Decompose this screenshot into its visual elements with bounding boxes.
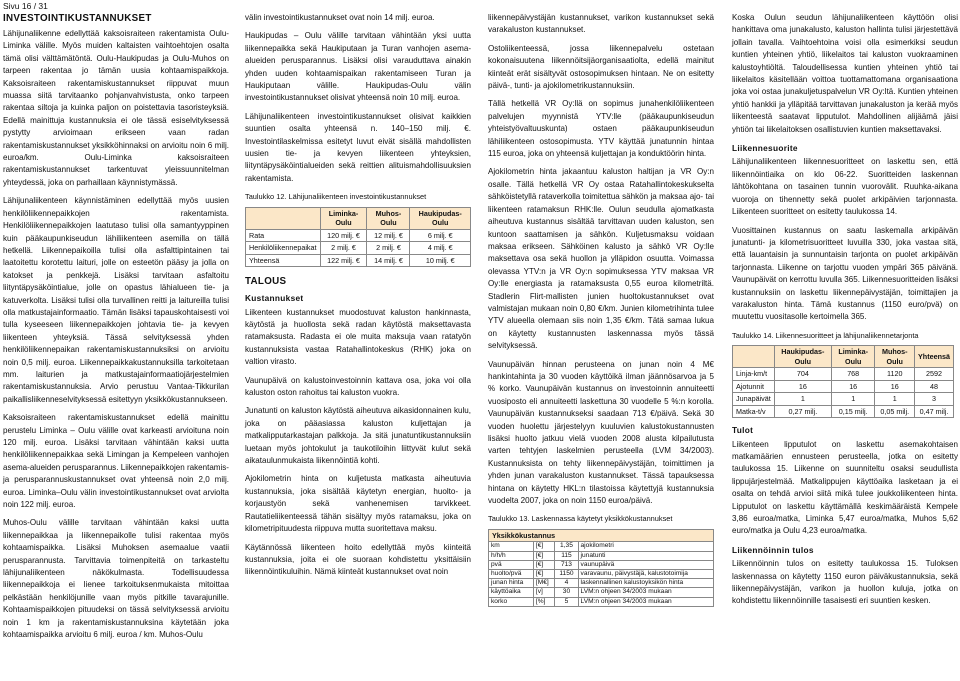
- table-row: [733, 393, 954, 406]
- paragraph: Lähijunaliikenteen liikennesuoritteet on laskettu sen, että liikennöintiaika on klo 06-22. Suoritteiden laskennan lähtökohtana on tasainen tunnin vuorovälit. Ruuhka-aikana vuoroja on tihennetty sekä puolet arkipäivien tarjonnasta. Liikenteen suoritteet on esitetty taulukossa 14.: [732, 157, 958, 217]
- table-cell: 10 milj. €: [410, 254, 471, 267]
- table-header-row: [246, 207, 471, 229]
- table-row: [733, 380, 954, 393]
- table-cell: Henkilöliikennepaikat: [246, 242, 321, 255]
- table-cell: 768: [831, 368, 875, 381]
- table-cell: 16: [875, 380, 915, 393]
- table-cell: 0,05 milj.: [875, 405, 915, 418]
- table-cell: 3: [915, 393, 954, 406]
- paragraph: välin investointikustannukset ovat noin 14 milj. euroa.: [245, 13, 435, 22]
- table-cell: 5: [555, 597, 578, 606]
- table-cell: 16: [831, 380, 875, 393]
- unit-cost-table: [488, 529, 714, 607]
- table-cell: 0,47 milj.: [915, 405, 954, 418]
- section-title: INVESTOINTIKUSTANNUKSET: [3, 13, 152, 24]
- table-cell: 0,15 milj.: [831, 405, 875, 418]
- table-header-cell: Liminka-Oulu: [831, 346, 875, 368]
- paragraph: Ajokilometrin hinta jakaantuu kaluston haltijan ja VR Oy:n osalle. Tällä hetkellä VR Oy ostaa Ratahallintokeskukselta sähköistetyllä rataverkolla toimitettua sähkön ja maksaa ajo- tai liikenteen ratamaksun RHK:lle. Oulun seudulla ajomatkasta aiheutuva kustannus sisältää tarvittavan uuden kaluston, sen kuntoon saattamisen ja sähkön. Kuljetusmaksu voidaan maksaa erikseen. Sähköinen kalusto ja sähkö VR Oy:lle maksettava osa sekä huollon ja ylläpidon osuutta. Voimassa olevassa YTV:n ja VR Oy:n sopimuksessa YTV maksaa VR Oy:lle energiasta ja ratamaksusta 0,55 euroa kilometriltä. Stadlerin Flirt-mallisten junien huoltokustannukset ovat valmistajan mukaan noin 0,80 €/km. Junien kilometrihinta tulee YTV alueella olemaan siis noin 1,35 €/km. Tätä samaa lukua on käytetty kustannusten laskennassa myös tässä selvityksessä.: [488, 167, 714, 351]
- paragraph: Lähijunaliikenteen käynnistäminen edellyttää myös uusien henkilöliikennepaikkojen rakentamista. Henkilöliikennepaikkojen laatutaso tulisi olla samantyyppinen kuin pääkaupunkiseudun lähiliikenteen asemilla on tällä hetkellä. Liikennepaikoilla tulisi olla asfalttipintainen tai laatoitettu korotettu laituri, jolle on esteetön pääsy ja jolla on katokset ja penkkejä. Lisäksi tarvitaan asfaltoitu liityntäpysäköintialue, jolle on opastus lähialueen tie- ja katuverkolta. Lisäksi tulisi olla turvallinen reitti ja laitureilla tulisi olla matkustajainformaatio. Tämän lisäksi tapauskohtaisesti voi tulla kyseeseen liikennepaikkojen johtavia tie- ja kevyen liikenteen yhteyksiä. Tässä selvityksessä yhden henkilöliikennepaikan rakentamiskustannuksiksi on arvioitu noin 0,5 milj. euroa. Liikennepaikkakustannuksilla tarkoitetaan mm. laiturien ja matkustajainformaatiojärjestelmien rakentamiskustannuksia. Arvio perustuu Vantaa-Tikkurilan paikallisliikenneselvityksessä esitettyyn yksikkökustannukseen.: [3, 196, 229, 404]
- table-header-row: [733, 346, 954, 368]
- table-cell: [€]: [533, 560, 554, 569]
- paragraph: Haukipudas – Oulu välille tarvitaan vähintään yksi uutta liikennepaikka sekä Haukiputaan ja Turan vanhojen asema-alueiden perusparannus. Lisäksi olisi varauduttava ainakin yhden uuden kohtaamispaikan rakentamiseen Turan ja Haukiputaan välille. Haukipudas-Oulu välin investointikustannukset olisivat yhteensä noin 10 milj. euroa.: [245, 31, 471, 103]
- paragraph: Liikenteen lipputulot on laskettu asemakohtaisen matkamäärien ennusteen perusteella, jotka on esitetty taulukossa 15. Liikenne on suunniteltu osaksi seudullista lippujärjestelmää. Matkalippujen käyttöaika lasketaan ja ei osalta on tehdä arvioi siitä mikä tulee joukkoliikenteen hinta. Lipputulot on laskettu käyttämällä keskimääräistä Kempele 3,86 euroa/matka, Liminka 5,47 euroa/matka, Muhos 5,62 euro/matka ja Oulu 4,23 euroa/matka.: [732, 439, 958, 536]
- table-header-cell: Haukipudas-Oulu: [774, 346, 831, 368]
- table-cell: Matka-t/v: [733, 405, 775, 418]
- subsection-title: Liikennöinnin tulos: [732, 544, 814, 555]
- paragraph: Tällä hetkellä VR Oy:llä on sopimus junahenkilöliikenteen palvelujen myynnistä YTV:lle (pääkaupunkiseudun yhteistyövaltuuskunta) ostaen pääkaupunkiseudun lähiliikenteen ostosopimusta. YTV käyttää junatunnin hintaa 115 euroa, joka on yhteensä kuljettajan ja konduktöörin hinta.: [488, 99, 714, 159]
- paragraph: Liikennöinnin tulos on esitetty taulukossa 15. Tuloksen laskennassa on käytetty 1150 euron päiväkustannuksia, sekä liikennepäivystäjän, varikon ja huollon kuluja, jotka on kohdistettu liikennöinnille tasaisesti eri suuntien kesken.: [732, 559, 958, 606]
- table-cell: korko: [489, 597, 534, 606]
- table-cell: junan hinta: [489, 579, 534, 588]
- table-row: [489, 551, 714, 560]
- paragraph: Lähijunaliikenteen investointikustannukset olisivat kaikkien suuntien osalta yhteensä n. 140–150 milj. €. Investointilaskelmissa esitetyt luvut eivät sisällä mahdollisten uusien tie- ja kevyen liikenteen yhteyksien, liityntäpysäköintialueiden sekä reittien alituismahdollisuuksien rakentamista.: [245, 111, 471, 183]
- table-cell: 1120: [875, 368, 915, 381]
- table-cell: 713: [555, 560, 578, 569]
- column-3: [488, 12, 714, 613]
- table-cell: Yhteensä: [246, 254, 321, 267]
- paragraph: Käytännössä liikenteen hoito edellyttää myös kiinteitä kustannuksia, joita ei ole suoraan kohdistettu yksittäisiin liikennöintikuluihin. Nämä kiinteät kustannukset ovat noin: [245, 542, 471, 577]
- table-cell: 30: [555, 588, 578, 597]
- paragraph: liikennepäivystäjän kustannukset, varikon kustannukset sekä varakaluston kustannukset.: [488, 13, 714, 35]
- table-header-cell: Haukipudas-Oulu: [410, 207, 471, 229]
- table-cell: 2592: [915, 368, 954, 381]
- table-cell: LVM:n ohjeen 34/2003 mukaan: [578, 588, 713, 597]
- table-cell: pvä: [489, 560, 534, 569]
- paragraph: Vuosittainen kustannus on saatu laskemalla arkipäivän junatunti- ja kilometrisuoritteet luvuilla 330, joka vastaa sitä, että lauantaisin ja sunnuntaisin tarjonta on puolet arkipäivän tarjonnasta. Liikenne on tarjottu vuoden ympäri 365 päivänä. Vaunupäivät on kerrottu luvulla 365. Liikennesuoritteiden lisäksi kustannuksiin on laskettu liikennepäivystäjän, toimittajien ja varakaluston hinta. Tämä kustannus (1150 euro/pvä) on muutettu vuositasolle kertoimella 365.: [732, 225, 958, 322]
- traffic-table: [732, 345, 954, 418]
- table-cell: huolto/pvä: [489, 569, 534, 578]
- subsection-title: Kustannukset: [245, 293, 304, 304]
- table-cell: 1: [774, 393, 831, 406]
- table-cell: [€]: [533, 542, 554, 551]
- table-cell: 6 milj. €: [410, 229, 471, 242]
- table-cell: [M€]: [533, 579, 554, 588]
- table-row: [489, 560, 714, 569]
- table-header-row: [489, 529, 714, 542]
- section-title: TALOUS: [245, 276, 287, 288]
- paragraph: Vaunupäivä on kalustoinvestoinnin kattava osa, joka voi olla kaluston oston rahoitus tai kaluston vuokra.: [245, 375, 471, 398]
- paragraph: Kaksoisraiteen rakentamiskustannukset edellä mainittu perustelu Liminka – Oulu välille ovat karkeasti arvioituna noin 120 milj. euroa. Lisäksi tarvitaan vähintään kaksi uutta henkilöliikennepaikkaa sekä Limingan ja Kempeleen vanhojen asema-alueiden perusparannus. Liikennepaikkojen rakentamis- ja perusparannuskustannukset ovat yhteensä noin 2,0 milj. euroa. Liminka–Oulu välin investointikustannukset ovat arviolta noin 122 milj. euroa.: [3, 413, 229, 510]
- paragraph: Vaunupäivän hinnan perusteena on junan noin 4 M€ hankintahinta ja 30 vuoden käyttöikä ilman jäännösarvoa ja 5 % korko. Vaunupäivän kustannus on investoinnin annuiteetti vuosiposto eli annuiteetti laskettuna 30 vuodelle 5 %:n korolla. Vaunupäivän kustannukseksi saadaan 713 €/päivä. Sekä 30 vuoden huolettu järjestelyyn kuuluvien kalustokustannusten lisäksi huolto jatkuu vielä vuoden 2008 alusta kilpailutusta varten tehtyjen laskelmien perusteella (LVM 34/2003). Kustannuksista on tehty liikennepäivystäjän, toimittimen ja yhden junan varakaluston kustannukset. Tässä tapauksessa hintana on käytetty HKL:n tilastoissa käytettyjä kustannuksia vuodelta 2007, joka on noin 1150 euroa/päivä.: [488, 359, 714, 506]
- table-caption: Taulukko 13. Laskennassa käytetyt yksikkökustannukset: [488, 514, 673, 524]
- table-cell: 120 milj. €: [320, 229, 367, 242]
- table-header-cell: [733, 346, 775, 368]
- table-cell: LVM:n ohjeen 34/2003 mukaan: [578, 597, 713, 606]
- paragraph: Lähijunaliikenne edellyttää kaksoisraiteen rakentamista Oulu-Liminka välille. Myös muiden kaltaisten vaihtoehtojen osalta tämä olisi välttämätöntä. Oulu-Haukipudas ja Oulu-Muhos on tarpeen rakentaa jo tämän uusia kohtaamispaikkoja. Kaksoisraiteen rakentamiskustannukset riippuvat muun muassa siitä tarvitaanko pohjanvahvistusta, onko tarpeen rakentaa siltoja ja kuinka paljon on poistettavia tasoristeyksiä. Edellä mainittuja kustannuksia ei ole tässä esiselvityksessä pystytty arvioimaan erikseen vaan radan rakentamiskustannukset yksikköhinnaksi on arvioitu noin 6 milj. euroa/km. Oulu-Liminka kaksoisraiteen rakentamiskustannukset tarkentuvat yleissuunnitelman yhteydessä, joka on parhaillaan käynnistymässä.: [3, 29, 229, 187]
- table-cell: ajokilometri: [578, 542, 713, 551]
- table-header-cell: Muhos-Oulu: [367, 207, 410, 229]
- table-caption: Taulukko 12. Lähijunaliikenteen investointikustannukset: [245, 192, 427, 202]
- table-cell: 1150: [555, 569, 578, 578]
- table-cell: varavaunu, päivystäjä, kalustotoimija: [578, 569, 713, 578]
- table-header-cell: Yksikkökustannus: [489, 529, 714, 542]
- table-row: [489, 542, 714, 551]
- table-cell: 122 milj. €: [320, 254, 367, 267]
- column-1: [3, 12, 229, 648]
- table-cell: Ajotunnit: [733, 380, 775, 393]
- table-header-cell: Liminka-Oulu: [320, 207, 367, 229]
- table-cell: laskennallinen kalustoyksikön hinta: [578, 579, 713, 588]
- table-cell: 115: [555, 551, 578, 560]
- table-caption: Taulukko 14. Liikennesuoritteet ja lähijunaliikennetarjonta: [732, 330, 919, 340]
- table-cell: [€]: [533, 551, 554, 560]
- table-cell: [v]: [533, 588, 554, 597]
- table-cell: 1: [875, 393, 915, 406]
- table-row: [246, 254, 471, 267]
- table-cell: 4 milj. €: [410, 242, 471, 255]
- table-cell: 16: [774, 380, 831, 393]
- paragraph: Ajokilometrin hinta on kuljetusta matkasta aiheutuvia kustannuksia, joka sisältää käytetyn energian, huolto- ja korjaustyön sekä vanhenemisen tarvikkeet. Rautatieliikenteessä tähän sisältyy myös ratamaksu, joka on kilometripituudesta riippuva mutta suoritettava maksu.: [245, 474, 471, 534]
- table-cell: 704: [774, 368, 831, 381]
- table-row: [733, 368, 954, 381]
- table-header-cell: Muhos-Oulu: [875, 346, 915, 368]
- table-cell: Junapäivät: [733, 393, 775, 406]
- table-cell: [%]: [533, 597, 554, 606]
- table-cell: 14 milj. €: [367, 254, 410, 267]
- column-2: [245, 12, 471, 585]
- table-cell: 12 milj. €: [367, 229, 410, 242]
- table-row: [489, 569, 714, 578]
- paragraph: Muhos-Oulu välille tarvitaan vähintään kaksi uutta liikennepaikkaa ja liikennepaikolle tulisi rakentaa myös kohtaamispaikka. Lisäksi Muhoksen asemaalue vaatii perusparannusta. Tarvittavia toimenpiteitä on tarkasteltu lähijunaliikenteen näkökulmasta. Todellisuudessa liikennepaikkoja ei lienee tarkoituksenmukaista mitoittaa pelkästään henkilöjunille vaan myös pitkille tavarajunille. Kohtaamispaikkojen pituudeksi on tässä selvityksessä arvioitu noin 1 km ja rakentamiskustannuksina käytetään joka kohtaamispaikka arvioitu 6 milj. euroa / km. Muhos-Oulu: [3, 518, 229, 640]
- paragraph: Liikenteen kustannukset muodostuvat kaluston hankinnasta, käytöstä ja huollosta sekä radan käytöstä maksettavasta ratamaksusta. Radasta ei ole muita maksuja vaan ratatyön kustannuksista vastaa Ratahallintokeskus (RHK) joka on valtion virasto.: [245, 307, 471, 367]
- table-cell: h/h/h: [489, 551, 534, 560]
- table-cell: 48: [915, 380, 954, 393]
- table-row: [489, 597, 714, 606]
- table-cell: 4: [555, 579, 578, 588]
- paragraph: Koska Oulun seudun lähijunaliikenteen käyttöön olisi hankittava oma junakalusto, kaluston hallinta tulisi järjestettävä jollain tavalla. Vaihtoehtoina voisi olla esimerkiksi seudun kuntien yhteinen yhtiö, liikelaitos tai kaluston vuokraaminen kalustoyhtiöltä. Taloudellisessa kuntien yhteinen yhtiö tai liikelaitos käsitellään voittoa tuottamattomana organisaationa joka voi ostaa junakuljetuspalvelun VR Oy:ltä. Kuntien yhteinen yhtiö hankkii ja ylläpitää tarvittavan junakaluston ja kerää myös liikenteestä saatavat lipputulot. Mahdollinen alijäämä jäisi yhtiön tai liikelaitoksen osallistuvien kuntien maksettavaksi.: [732, 13, 958, 134]
- subsection-title: Liikennesuorite: [732, 143, 798, 154]
- paragraph: Junatunti on kaluston käytöstä aiheutuva aikasidonnainen kulu, joka on pääasiassa kaluston kuljettajan ja matkalipputarkastajan palkkoja. Ja sitä junatuntikustannuksiin luetaan myös johtokulut ja taukotiloihin liittyvät kulut sekä aikataulunmukaista liikennöintiä kohti.: [245, 406, 471, 466]
- table-cell: 1: [831, 393, 875, 406]
- investment-table: [245, 207, 471, 268]
- table-cell: Rata: [246, 229, 321, 242]
- column-4: [732, 12, 958, 614]
- table-cell: km: [489, 542, 534, 551]
- paragraph: Ostoliikenteessä, jossa liikennepalvelu ostetaan kokonaisuutena liikennöitsijäorganisaatiolta, edellä mainitut kiinteät erät sisältyvät ostosopimuksen hintaan. Ne on esitetty päivä-, tunti- ja ajokilometrikustannuksiin.: [488, 43, 714, 91]
- table-header-cell: Yhteensä: [915, 346, 954, 368]
- page-header: Sivu 16 / 31: [3, 1, 48, 11]
- table-cell: vaunupäivä: [578, 560, 713, 569]
- table-cell: junatunti: [578, 551, 713, 560]
- table-cell: 0,27 milj.: [774, 405, 831, 418]
- table-cell: 2 milj. €: [320, 242, 367, 255]
- table-row: [246, 242, 471, 255]
- table-row: [489, 579, 714, 588]
- table-cell: Linja-km/t: [733, 368, 775, 381]
- subsection-title: Tulot: [732, 425, 754, 436]
- table-cell: 2 milj. €: [367, 242, 410, 255]
- table-row: [246, 229, 471, 242]
- table-row: [489, 588, 714, 597]
- table-cell: käyttöaika: [489, 588, 534, 597]
- table-cell: [€]: [533, 569, 554, 578]
- table-cell: 1,35: [555, 542, 578, 551]
- table-header-cell: [246, 207, 321, 229]
- table-row: [733, 405, 954, 418]
